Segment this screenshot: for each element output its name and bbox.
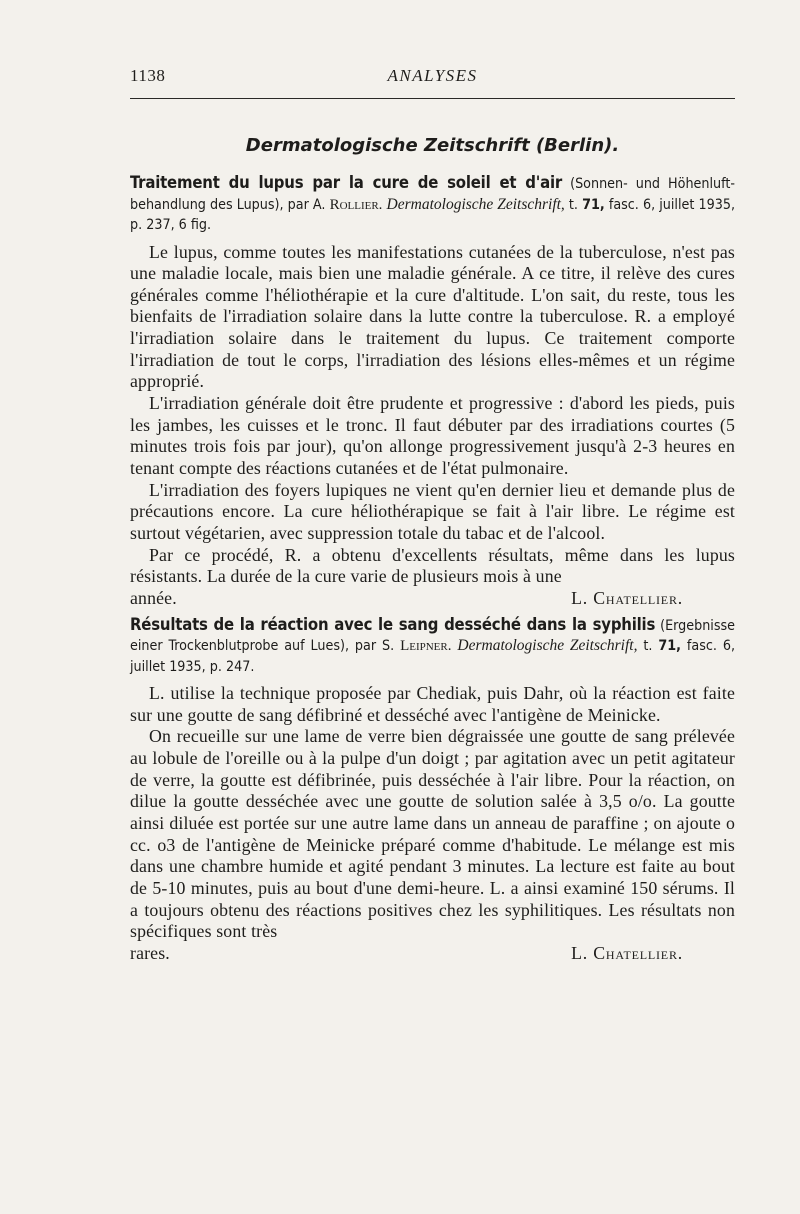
article-journal: Dermatologische Zeitschrift, bbox=[386, 195, 565, 213]
article-reference: fasc. 6, juillet 1935, p. 237, 6 fig. bbox=[130, 196, 735, 233]
page-number: 1138 bbox=[130, 66, 166, 85]
article-syphilis bbox=[130, 615, 735, 965]
header-rule bbox=[130, 98, 735, 99]
paragraph: On recueille sur une lame de verre bien dégraissée une goutte de sang prélevée au lobule de l'oreille ou à la pulpe d'un doigt ; par agitation avec un petit agitateur de verre, la goutte est défibrinée, puis desséchée à l'air libre. Pour la réaction, on dilue la goutte desséchée avec une goutte de solution salée à 3,5 o/o. La goutte ainsi diluée est portée sur une autre lame dans un anneau de paraffine ; on ajoute o cc. o3 de l'antigène de Meinicke préparé comme d'habitude. Le mélange est mis dans une chambre humide et agité pendant 3 minutes. La lecture est faite au bout de 5-10 minutes, puis au bout d'une demi-heure. L. a ainsi examiné 150 sérums. Il a toujours obtenu des réactions positives chez les syphilitiques. Les résultats non spécifiques sont très bbox=[130, 726, 735, 942]
article-title: Traitement du lupus par la cure de soleil et d'air bbox=[130, 173, 563, 192]
article-volume: 71, bbox=[582, 196, 605, 213]
closing-line bbox=[130, 943, 735, 965]
signature: L. Chatellier. bbox=[571, 943, 683, 964]
article-headline bbox=[130, 615, 735, 678]
paragraph: L'irradiation générale doit être prudente et progressive : d'abord les pieds, puis les jambes, les cuisses et le tronc. Il faut débuter par des irradiations courtes (5 minutes trois fois par jour), qu'on allonge progressivement jusqu'à 2-3 heures en tenant compte des réactions cutanées et de l'état pulmonaire. bbox=[130, 393, 735, 479]
journal-title: Dermatologische Zeitschrift (Berlin). bbox=[245, 135, 620, 156]
paragraph: Par ce procédé, R. a obtenu d'excellents résultats, même dans les lupus résistants. La durée de la cure varie de plusieurs mois à une bbox=[130, 544, 735, 587]
article-title: Résultats de la réaction avec le sang desséché dans la syphilis bbox=[130, 614, 656, 634]
article-volume-prefix: t. bbox=[643, 638, 653, 655]
page-body bbox=[130, 173, 735, 965]
article-author: Leipner. bbox=[400, 638, 452, 655]
paragraph: L. utilise la technique proposée par Chediak, puis Dahr, où la réaction est faite sur une goutte de sang défibriné et desséché avec l'antigène de Meinicke. bbox=[130, 683, 735, 725]
signature: L. Chatellier. bbox=[571, 588, 683, 608]
article-journal: Dermatologische Zeitschrift, bbox=[457, 637, 638, 655]
article-subtitle: (Sonnen- und Höhenluft-behandlung des Lupus), par A. bbox=[130, 176, 735, 213]
article-volume: 71, bbox=[658, 638, 681, 655]
running-title: ANALYSES bbox=[387, 66, 478, 85]
closing-word: rares. bbox=[130, 943, 170, 964]
article-lupus bbox=[130, 173, 735, 610]
closing-line bbox=[130, 588, 735, 610]
paragraph: Le lupus, comme toutes les manifestations cutanées de la tuberculose, n'est pas une maladie locale, mais bien une maladie générale. A ce titre, il relève des cures générales comme l'héliothérapie et la cure d'altitude. L'on sait, du reste, tous les bienfaits de l'irradiation solaire dans la lutte contre la tuberculose. R. a employé l'irradiation solaire dans le traitement du lupus. Ce traitement comporte l'irradiation de tout le corps, l'irradiation des lésions elles-mêmes et un régime approprié. bbox=[130, 241, 735, 392]
article-headline bbox=[130, 173, 735, 236]
running-head bbox=[130, 66, 735, 90]
closing-word: année. bbox=[130, 588, 177, 608]
article-volume-prefix: t. bbox=[568, 196, 578, 213]
article-author: Rollier. bbox=[329, 196, 383, 213]
article-reference: fasc. 6, juillet 1935, p. 247. bbox=[130, 638, 735, 675]
article-subtitle: (Ergebnisse einer Trockenblutprobe auf Lues), par S. bbox=[130, 617, 735, 655]
paragraph: L'irradiation des foyers lupiques ne vient qu'en dernier lieu et demande plus de précautions encore. La cure héliothérapique se fait à l'air libre. Le régime est surtout végétarien, avec suppression totale du tabac et de l'alcool. bbox=[130, 479, 735, 544]
